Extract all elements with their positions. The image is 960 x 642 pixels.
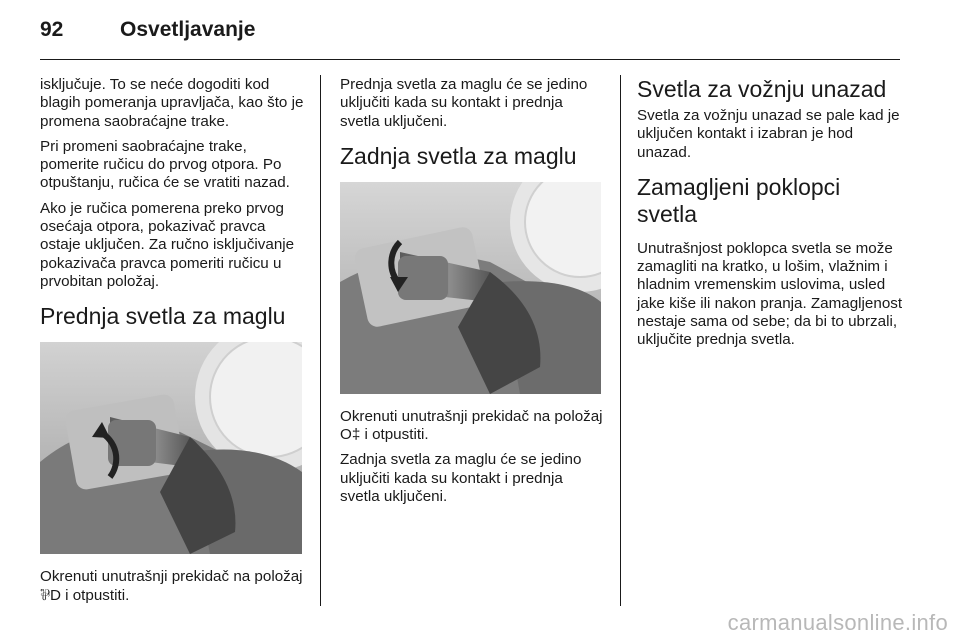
column-divider-1 bbox=[320, 75, 321, 606]
rear-fog-heading: Zadnja svetla za maglu bbox=[340, 142, 577, 169]
col2-paragraph-1: Prednja svetla za maglu će se jedino uključiti kada su kontakt i prednja svetla uključeni. bbox=[340, 76, 588, 130]
col2-paragraph-2: Zadnja svetla za maglu će se jedino uključiti kada su kontakt i prednja svetla uključeni. bbox=[340, 451, 582, 506]
front-fog-figure bbox=[40, 342, 302, 554]
column-divider-2 bbox=[620, 75, 621, 606]
page-number: 92 bbox=[40, 18, 64, 41]
front-fog-heading: Prednja svetla za maglu bbox=[40, 303, 286, 330]
rear-fog-caption: Okrenuti unutrašnji prekidač na položaj O‡ i otpustiti. bbox=[340, 407, 603, 444]
rear-fog-lever-photo-icon bbox=[340, 182, 601, 394]
page-header bbox=[40, 18, 900, 48]
col3-paragraph-1: Svetla za vožnju unazad se pale kad je uključen kontakt i izabran je hod unazad. bbox=[637, 107, 900, 161]
misted-covers-heading: Zamagljeni poklopci svetla bbox=[637, 173, 841, 227]
column-3 bbox=[637, 76, 903, 357]
chapter-title: Osvetljavanje bbox=[120, 18, 256, 41]
rear-fog-figure bbox=[340, 182, 601, 394]
header-rule bbox=[40, 59, 900, 60]
column-1 bbox=[40, 76, 306, 612]
column-2 bbox=[340, 76, 604, 513]
front-fog-caption: Okrenuti unutrašnji prekidač na položaj ⅌D i otpustiti. bbox=[40, 568, 303, 604]
reversing-lights-heading: Svetla za vožnju unazad bbox=[637, 76, 887, 102]
col3-paragraph-2: Unutrašnjost poklopca svetla se može zamagliti na kratko, u lošim, vlažnim i hladnim vremenskim uslovima, usled jake kiše ili nakon pranja. Zamagljenost nestaje sama od sebe; da bi to ubrzali, uključite prednja svetla. bbox=[637, 239, 903, 349]
col1-paragraph-3: Ako je ručica pomerena preko prvog osećaja otpora, pokazivač pravca ostaje uključen. Za ručno isključivanje pokazivača pravca pomeriti ručicu u prvobitan položaj. bbox=[40, 199, 295, 290]
watermark: carmanualsonline.info bbox=[727, 610, 948, 635]
col1-paragraph-1: isključuje. To se neće dogoditi kod blagih pomeranja upravljača, kao što je promena saobraćajne trake. bbox=[40, 76, 304, 130]
front-fog-lever-photo-icon bbox=[40, 342, 302, 554]
col1-paragraph-2: Pri promeni saobraćajne trake, pomerite ručicu do prvog otpora. Po otpuštanju, ručica će se vratiti nazad. bbox=[40, 137, 290, 192]
